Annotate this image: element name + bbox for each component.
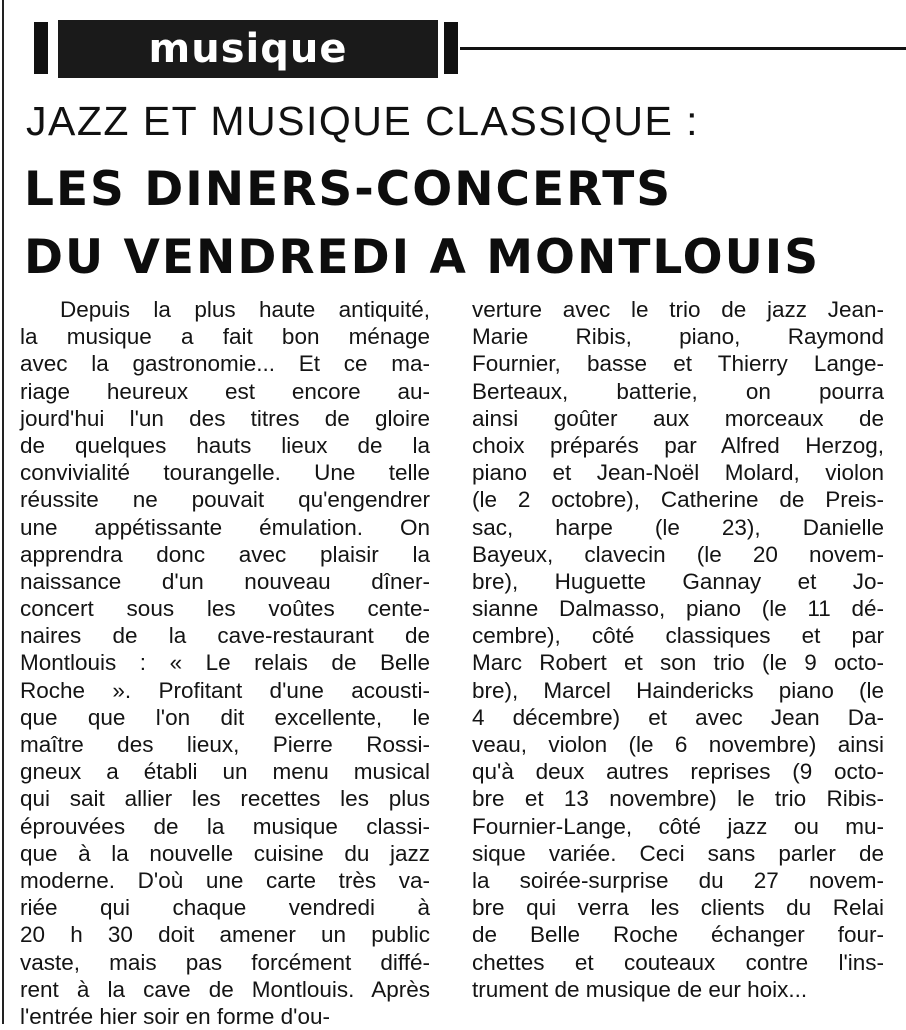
article-line: naissance d'un nouveau dîner-: [20, 568, 430, 594]
article-line: Marie Ribis, piano, Raymond: [472, 324, 884, 350]
article-line: Fournier, basse et Thierry Lange-: [472, 351, 884, 377]
article-line: convivialité tourangelle. Une telle: [20, 460, 430, 486]
section-banner: [34, 20, 882, 78]
article-line: Bayeux, clavecin (le 20 novem-: [472, 541, 884, 567]
article-line: la soirée-surprise du 27 novem-: [472, 867, 884, 893]
article-line: piano et Jean-Noël Molard, violon: [472, 460, 884, 486]
article-line: sac, harpe (le 23), Danielle: [472, 514, 884, 540]
article-line: trument de musique de eur hoix...: [472, 976, 808, 1002]
article-column-left: [20, 296, 430, 1030]
article-column-right: [472, 296, 884, 1003]
article-line: (le 2 octobre), Catherine de Preis-: [472, 487, 884, 513]
article-line: cembre), côté classiques et par: [472, 623, 884, 649]
article-line: rent à la cave de Montlouis. Après: [20, 976, 430, 1002]
article-line: gneux a établi un menu musical: [20, 759, 430, 785]
banner-bar-right: [444, 22, 458, 74]
article-line: apprendra donc avec plaisir la: [20, 541, 430, 567]
article-line: veau, violon (le 6 novembre) ainsi: [472, 732, 884, 757]
article-line: chettes et couteaux contre l'ins-: [472, 949, 884, 975]
article-line: jourd'hui l'un des titres de gloire: [20, 405, 430, 431]
article-line: une appétissante émulation. On: [20, 514, 430, 540]
article-line: bre qui verra les clients du Relai: [472, 895, 884, 921]
section-label: musique: [58, 20, 438, 78]
article-line: moderne. D'où une carte très va-: [20, 867, 430, 893]
article-line: naires de la cave-restaurant de: [20, 623, 430, 649]
article-line: Montlouis : « Le relais de Belle: [20, 650, 430, 676]
banner-rule: [460, 47, 906, 50]
left-border-rule: [2, 0, 4, 1024]
article-line: de Belle Roche échanger four-: [472, 922, 884, 948]
article-line: de quelques hauts lieux de la: [20, 432, 430, 458]
article-line: sianne Dalmasso, piano (le 11 dé-: [472, 596, 884, 622]
banner-bar-left: [34, 22, 48, 74]
article-line: éprouvées de la musique classi-: [20, 813, 430, 839]
article-line: avec la gastronomie... Et ce ma-: [20, 351, 430, 377]
article-line: bre), Marcel Haindericks piano (le: [472, 677, 884, 703]
article-line: riée qui chaque vendredi à: [20, 895, 430, 921]
article-line: maître des lieux, Pierre Rossi-: [20, 732, 430, 757]
article-line: concert sous les voûtes cente-: [20, 596, 430, 622]
headline-line-2: DU VENDREDI A MONTLOUIS: [24, 230, 821, 285]
article-line: verture avec le trio de jazz Jean-: [472, 297, 884, 322]
article-line: riage heureux est encore au-: [20, 378, 430, 404]
article-line: Fournier-Lange, côté jazz ou mu-: [472, 813, 884, 839]
kicker-headline: JAZZ ET MUSIQUE CLASSIQUE :: [26, 98, 700, 144]
article-line: que à la nouvelle cuisine du jazz: [20, 840, 430, 866]
article-line: Roche ». Profitant d'une acousti-: [20, 677, 430, 703]
article-line: Depuis la plus haute antiquité,: [60, 297, 430, 322]
article-line: réussite ne pouvait qu'engendrer: [20, 487, 430, 513]
headline-line-1: LES DINERS-CONCERTS: [24, 162, 673, 217]
article-line: l'entrée hier soir en forme d'ou-: [20, 1003, 330, 1029]
article-line: ainsi goûter aux morceaux de: [472, 405, 884, 431]
article-line: bre), Huguette Gannay et Jo-: [472, 568, 884, 594]
article-line: 20 h 30 doit amener un public: [20, 922, 430, 948]
article-line: qui sait allier les recettes les plus: [20, 786, 430, 812]
article-line: Marc Robert et son trio (le 9 octo-: [472, 650, 884, 676]
article-line: que que l'on dit excellente, le: [20, 704, 430, 730]
article-line: vaste, mais pas forcément diffé-: [20, 949, 430, 975]
article-line: la musique a fait bon ménage: [20, 324, 430, 350]
article-line: Berteaux, batterie, on pourra: [472, 378, 884, 404]
article-line: qu'à deux autres reprises (9 octo-: [472, 759, 884, 785]
article-line: sique variée. Ceci sans parler de: [472, 840, 884, 866]
article-line: choix préparés par Alfred Herzog,: [472, 432, 884, 458]
article-line: bre et 13 novembre) le trio Ribis-: [472, 786, 884, 812]
article-line: 4 décembre) et avec Jean Da-: [472, 704, 884, 730]
